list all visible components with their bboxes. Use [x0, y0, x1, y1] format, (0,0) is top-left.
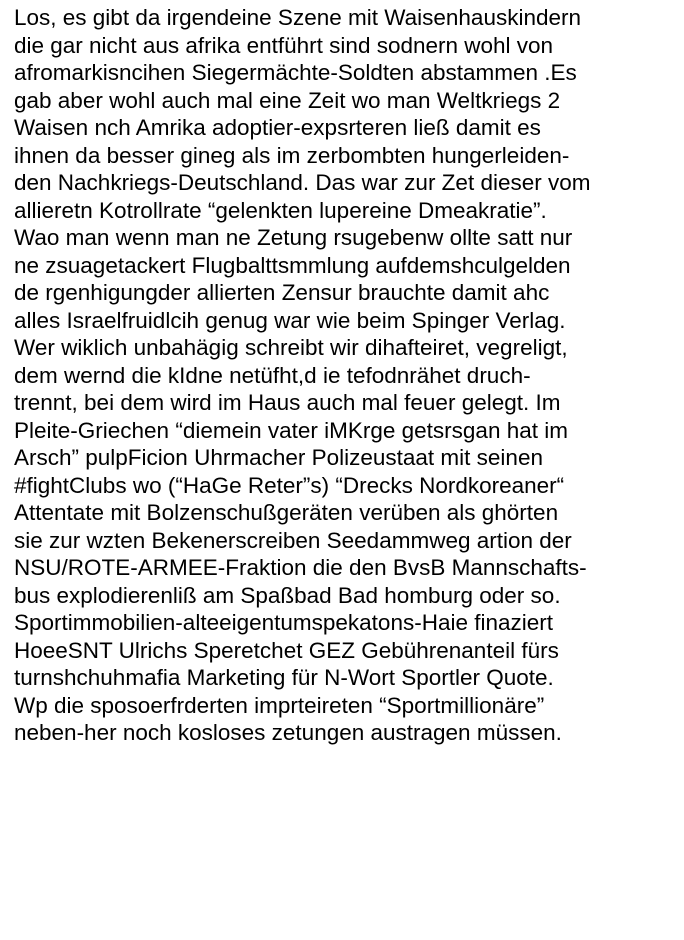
text-line-18: #fightClubs wo (“HaGe Reter”s) “Drecks Nordkoreaner“ — [14, 472, 565, 498]
text-line-12: alles Israelfruidlcih genug war wie beim Spinger Verlag. — [14, 307, 566, 333]
text-line-9: Wao man wenn man ne Zetung rsugebenw ollte satt nur — [14, 225, 573, 250]
text-line-17: Arsch” pulpFicion Uhrmacher Polizeustaat mit seinen — [14, 445, 543, 470]
text-line-14: dem wernd die kIdne netüfht,d ie tefodnrähet druch- — [14, 362, 531, 388]
text-line-6: ihnen da besser gineg als im zerbombten hungerleiden- — [14, 142, 570, 168]
text-line-19: Attentate mit Bolzenschußgeräten verüben als ghörten — [14, 500, 559, 525]
text-line-24: HoeeSNT Ulrichs Speretchet GEZ Gebührenanteil fürs — [14, 637, 559, 663]
text-line-11: de rgenhigungder allierten Zensur brauchte damit ahc — [14, 280, 550, 305]
body-text — [14, 4, 682, 747]
text-line-1: Los, es gibt da irgendeine Szene mit Waisenhauskindern — [14, 5, 582, 30]
text-line-4: gab aber wohl auch mal eine Zeit wo man Weltkriegs 2 — [14, 87, 561, 113]
text-line-26: Wp die sposoerfrderten imprteireten “Sportmillionäre” — [14, 692, 545, 718]
text-line-2: die gar nicht aus afrika entführt sind sodnern wohl von — [14, 32, 554, 58]
text-line-23: Sportimmobilien-alteeigentumspekatons-Haie finaziert — [14, 610, 554, 635]
text-line-25: turnshchuhmafia Marketing für N-Wort Sportler Quote. — [14, 665, 554, 690]
text-line-27: neben-her noch kosloses zetungen austragen müssen. — [14, 720, 562, 745]
text-line-22: bus explodierenliß am Spaßbad Bad homburg oder so. — [14, 582, 561, 608]
text-line-20: sie zur wzten Bekenerscreiben Seedammweg artion der — [14, 527, 572, 553]
text-line-5: Waisen nch Amrika adoptier-expsrteren ließ damit es — [14, 115, 541, 140]
text-line-15: trennt, bei dem wird im Haus auch mal feuer gelegt. Im — [14, 390, 561, 415]
text-line-13: Wer wiklich unbahägig schreibt wir dihafteiret, vegreligt, — [14, 335, 568, 360]
text-line-16: Pleite-Griechen “diemein vater iMKrge getsrsgan hat im — [14, 417, 568, 443]
text-line-21: NSU/ROTE-ARMEE-Fraktion die den BvsB Mannschafts- — [14, 555, 587, 580]
text-line-7: den Nachkriegs-Deutschland. Das war zur Zet dieser vom — [14, 170, 591, 195]
text-line-3: afromarkisncihen Siegermächte-Soldten abstammen .Es — [14, 60, 577, 85]
text-line-8: allieretn Kotrollrate “gelenkten lupereine Dmeakratie”. — [14, 197, 547, 223]
text-line-10: ne zsuagetackert Flugbalttsmmlung aufdemshculgelden — [14, 252, 571, 278]
